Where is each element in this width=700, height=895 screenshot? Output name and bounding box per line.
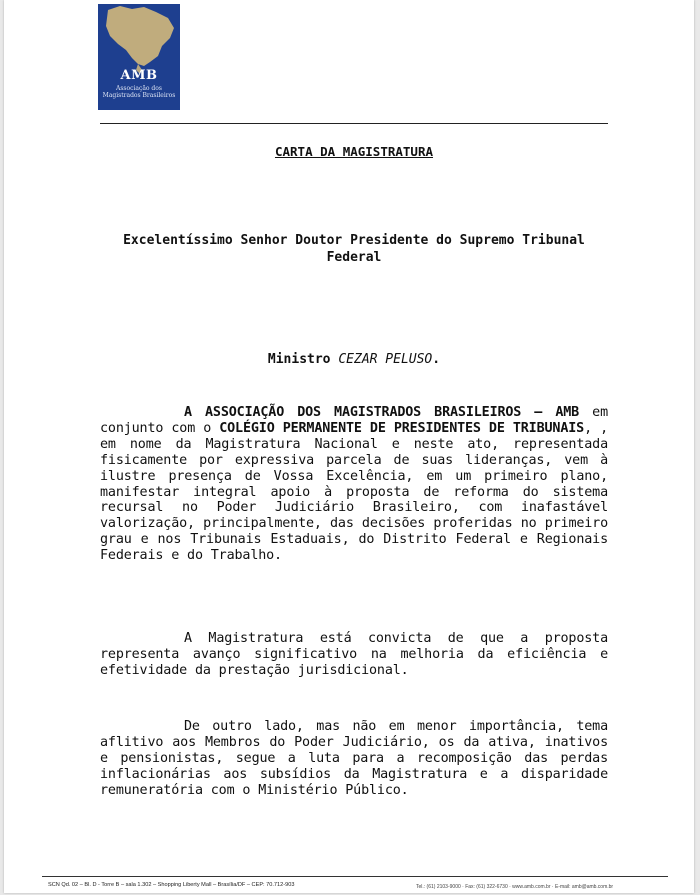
- document-title: [4, 144, 700, 159]
- footer-contact: Tel.: (61) 2103-9000 · Fax: (61) 322-6730 · www.amb.com.br · E-mail: amb@amb.com.br: [416, 884, 614, 890]
- footer-address: SCN Qd. 02 – Bl. D - Torre B – sala 1.302 – Shopping Liberty Mall – Brasília/DF – CEP: 70.712-903: [48, 882, 295, 888]
- document-page: [4, 0, 694, 893]
- paragraph-support: [100, 405, 608, 564]
- association-name: A ASSOCIAÇÃO DOS MAGISTRADOS BRASILEIROS – AMB: [184, 405, 580, 420]
- document-title-text: CARTA DA MAGISTRATURA: [274, 144, 434, 159]
- addressee: Excelentíssimo Senhor Doutor Presidente do Supremo Tribunal Federal: [123, 233, 585, 265]
- logo-acronym: AMB: [120, 68, 158, 83]
- paragraph-joiner: em conjunto com o: [100, 405, 608, 436]
- minister-suffix: .: [432, 352, 441, 367]
- minister-prefix: Ministro: [267, 352, 331, 367]
- footer-divider: [42, 876, 668, 877]
- logo-subtitle: Associação dos Magistrados Brasileiros: [102, 85, 176, 99]
- minister-line: [4, 352, 700, 367]
- paragraph-conviction: A Magistratura está convicta de que a proposta representa avanço significativo na melhoria da eficiência e efetividade da prestação jurisdicional.: [100, 631, 608, 678]
- college-name: COLÉGIO PERMANENTE DE PRESIDENTES DE TRIBUNAIS: [219, 420, 585, 436]
- header-divider: [100, 123, 608, 124]
- paragraph-support-body: , , em nome da Magistratura Nacional e neste ato, representada fisicamente por expressiva parcela de suas lideranças, vem à ilustre presença de Vossa Excelência, em um primeiro plano, manifestar integral apoio à proposta de reforma do sistema recursal no Poder Judiciário Brasileiro, com inafastável valorização, principalmente, das decisões proferidas no primeiro grau e nos Tribunais Estaduais, do Distrito Federal e Regionais Federais e do Trabalho.: [100, 420, 608, 564]
- amb-logo: [98, 4, 180, 110]
- paragraph-remuneration: De outro lado, mas não em menor importância, tema aflitivo aos Membros do Poder Judiciário, os da ativa, inativos e pensionistas, segue a luta para a recomposição das perdas inflacionárias aos subsídios da Magistratura e a disparidade remuneratória com o Ministério Público.: [100, 719, 608, 798]
- minister-name: CEZAR PELUSO: [338, 352, 433, 367]
